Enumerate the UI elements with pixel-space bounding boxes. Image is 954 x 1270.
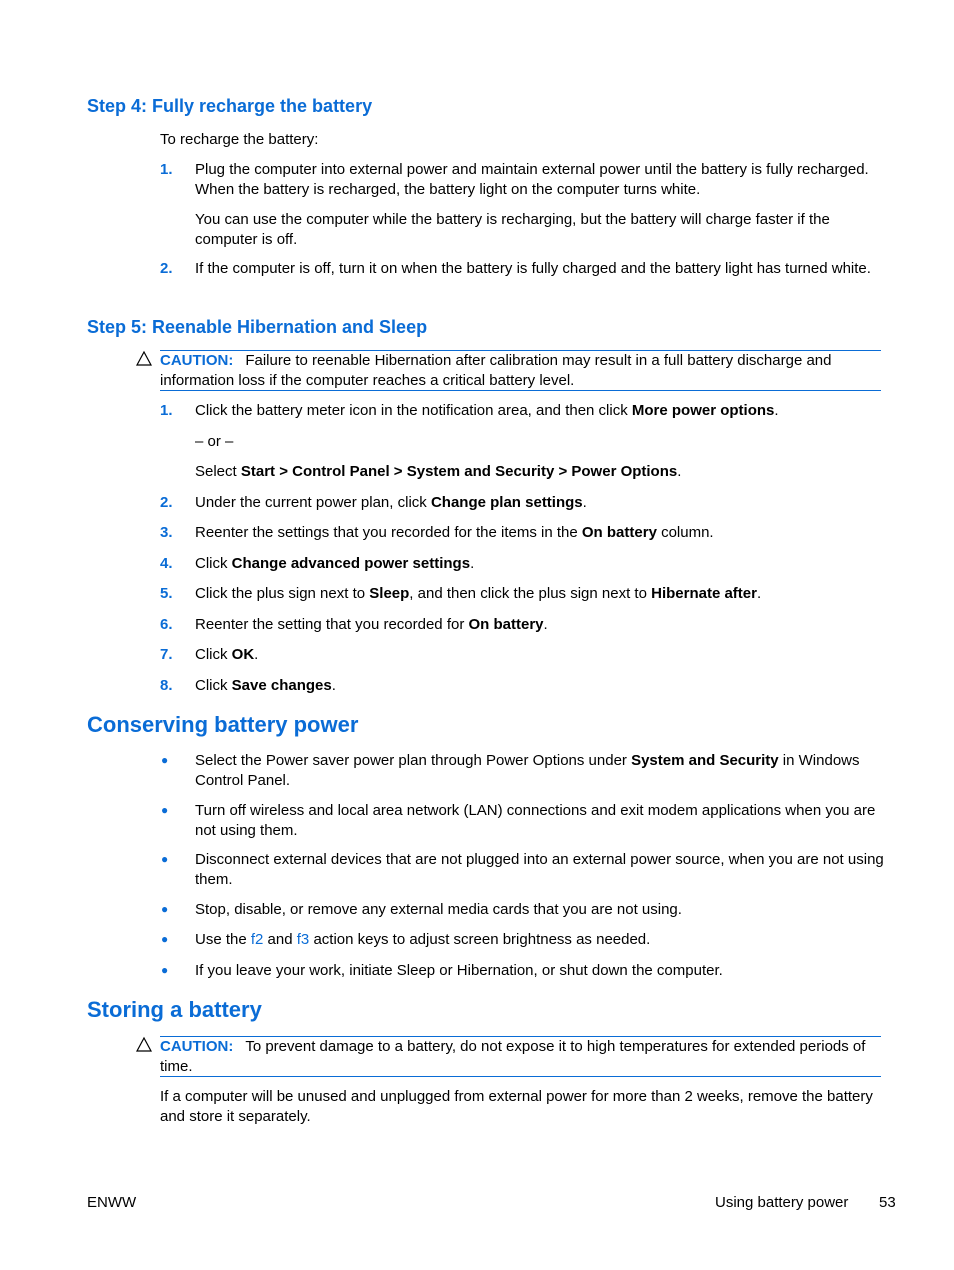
bullet-icon: ● (161, 852, 169, 866)
step5-item1-num: 1. (160, 402, 173, 419)
step4-item1-note: You can use the computer while the battery is recharging, but the battery will charge faster if the computer is off. (195, 211, 830, 248)
caution-text: To prevent damage to a battery, do not expose it to high temperatures for extended periods of time. (160, 1038, 866, 1075)
step5-item3-num: 3. (160, 524, 173, 541)
step4-item1-text: Plug the computer into external power and maintain external power until the battery is fully recharged. When the battery is recharged, the battery light on the computer turns white. (195, 161, 869, 198)
step4-item2-text: If the computer is off, turn it on when the battery is fully charged and the battery light has turned white. (195, 260, 871, 277)
step5-item8-num: 8. (160, 677, 173, 694)
conserving-bullet-2: Turn off wireless and local area network (LAN) connections and exit modem applications when you are not using them. (195, 802, 876, 839)
caution-label: CAUTION: (160, 352, 234, 369)
step5-item3-text: Reenter the settings that you recorded for the items in the On battery column. (195, 524, 714, 541)
conserving-bullet-5: Use the f2 and f3 action keys to adjust screen brightness as needed. (195, 931, 651, 948)
step5-item4-num: 4. (160, 555, 173, 572)
conserving-bullet-3: Disconnect external devices that are not plugged into an external power source, when you are not using them. (195, 851, 884, 888)
step5-item2-num: 2. (160, 494, 173, 511)
f2-link[interactable]: f2 (250, 931, 264, 948)
storing-heading: Storing a battery (87, 997, 262, 1022)
step5-item5-text: Click the plus sign next to Sleep, and then click the plus sign next to Hibernate after. (195, 585, 762, 602)
step5-item2-text: Under the current power plan, click Change plan settings. (195, 494, 587, 511)
step5-caution (160, 350, 881, 391)
bullet-icon: ● (161, 753, 169, 767)
step5-or: – or – (195, 433, 234, 450)
step5-item6-num: 6. (160, 616, 173, 633)
storing-body: If a computer will be unused and unplugged from external power for more than 2 weeks, remove the battery and store it separately. (160, 1088, 873, 1125)
bullet-icon: ● (161, 932, 169, 946)
step5-select-path: Select Start > Control Panel > System and Security > Power Options. (195, 463, 682, 480)
bullet-icon: ● (161, 803, 169, 817)
storing-caution (160, 1036, 881, 1077)
caution-icon (135, 350, 153, 368)
conserving-heading: Conserving battery power (87, 712, 359, 737)
step5-item7-num: 7. (160, 646, 173, 663)
conserving-bullet-1: Select the Power saver power plan through Power Options under System and Security in Windows Control Panel. (195, 752, 860, 789)
step4-item2-num: 2. (160, 260, 173, 277)
step5-item5-num: 5. (160, 585, 173, 602)
caution-text: Failure to reenable Hibernation after calibration may result in a full battery discharge and information loss if the computer reaches a critical battery level. (160, 352, 832, 389)
bullet-icon: ● (161, 902, 169, 916)
step5-item7-text: Click OK. (195, 646, 259, 663)
conserving-bullet-4: Stop, disable, or remove any external media cards that you are not using. (195, 901, 682, 918)
conserving-bullet-6: If you leave your work, initiate Sleep or Hibernation, or shut down the computer. (195, 962, 723, 979)
caution-icon (135, 1036, 153, 1054)
step5-item6-text: Reenter the setting that you recorded for On battery. (195, 616, 548, 633)
step5-item4-text: Click Change advanced power settings. (195, 555, 475, 572)
caution-label: CAUTION: (160, 1038, 234, 1055)
step5-item8-text: Click Save changes. (195, 677, 336, 694)
step5-heading: Step 5: Reenable Hibernation and Sleep (87, 317, 428, 337)
footer-left: ENWW (87, 1194, 137, 1211)
step4-item1-num: 1. (160, 161, 173, 178)
step5-item1-text: Click the battery meter icon in the notification area, and then click More power options. (195, 402, 779, 419)
f3-link[interactable]: f3 (296, 931, 310, 948)
page-number: 53 (879, 1194, 896, 1211)
bullet-icon: ● (161, 963, 169, 977)
step4-intro: To recharge the battery: (160, 131, 319, 148)
step4-heading: Step 4: Fully recharge the battery (87, 96, 373, 116)
footer-section: Using battery power (715, 1194, 849, 1211)
